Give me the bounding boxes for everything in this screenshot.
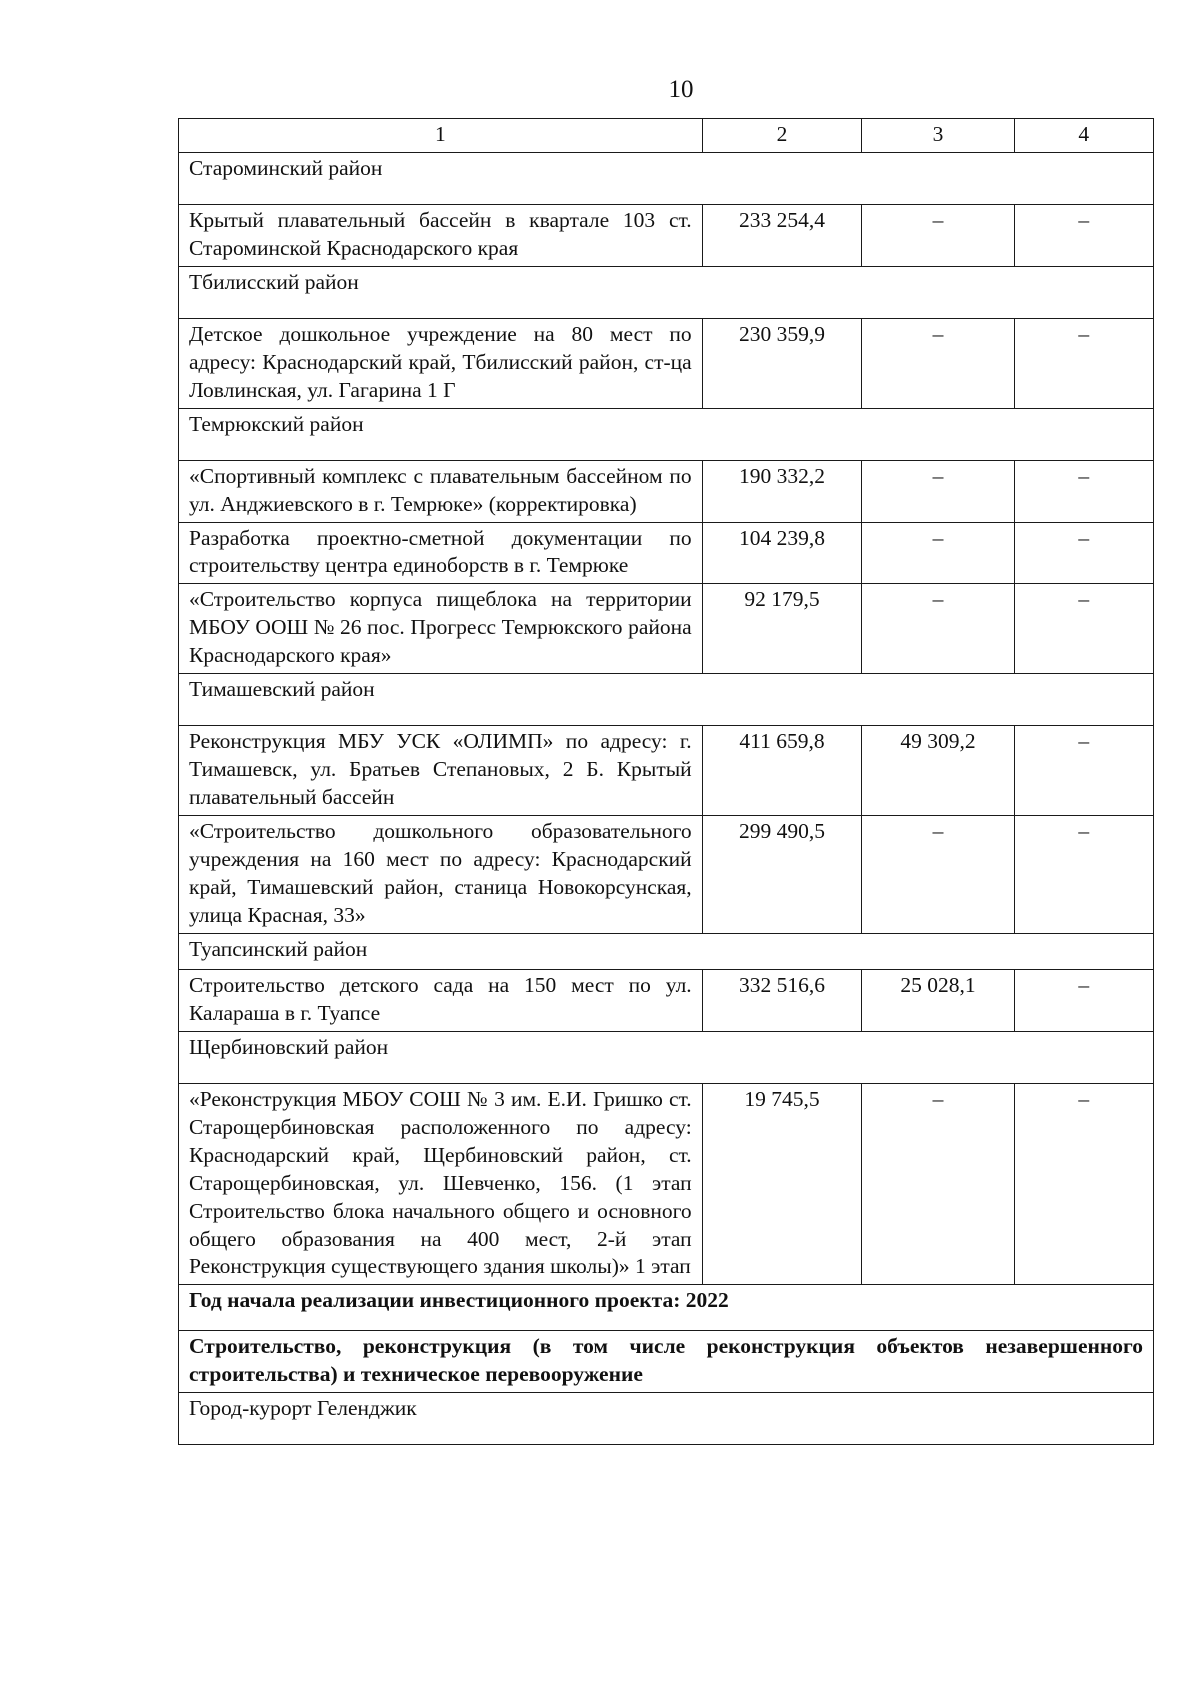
section-row xyxy=(179,266,1154,318)
amount-col2: 332 516,6 xyxy=(702,969,862,1031)
district-heading: Туапсинский район xyxy=(179,933,1154,969)
amount-col4: – xyxy=(1014,969,1153,1031)
table-row xyxy=(179,726,1154,816)
column-header-3: 3 xyxy=(862,119,1014,153)
district-heading: Щербиновский район xyxy=(179,1031,1154,1083)
object-description: Строительство детского сада на 150 мест по ул. Калараша в г. Туапсе xyxy=(179,969,703,1031)
district-heading: Темрюкский район xyxy=(179,408,1154,460)
amount-col4: – xyxy=(1014,726,1153,816)
district-heading: Город-курорт Геленджик xyxy=(179,1393,1154,1445)
object-description: «Реконструкция МБОУ СОШ № 3 им. Е.И. Гришко ст. Старощербиновская расположенного по адресу: Краснодарский край, Щербиновский район, ст. Старощербиновская, ул. Шевченко, 156. (1 этап Строительство блока начального общего и основного общего образования на 400 мест, 2-й этап Реконструкция существующего здания школы)» 1 этап xyxy=(179,1083,703,1285)
table-row xyxy=(179,204,1154,266)
object-description: «Спортивный комплекс с плавательным бассейном по ул. Анджиевского в г. Темрюке» (корректировка) xyxy=(179,460,703,522)
amount-col4: – xyxy=(1014,460,1153,522)
investment-table xyxy=(178,118,1154,1445)
table-row xyxy=(179,1083,1154,1285)
amount-col4: – xyxy=(1014,204,1153,266)
amount-col2: 230 359,9 xyxy=(702,318,862,408)
table-row xyxy=(179,816,1154,934)
project-start-year: Год начала реализации инвестиционного проекта: 2022 xyxy=(179,1285,1154,1331)
amount-col4: – xyxy=(1014,816,1153,934)
amount-col3: – xyxy=(862,318,1014,408)
amount-col2: 299 490,5 xyxy=(702,816,862,934)
column-header-2: 2 xyxy=(702,119,862,153)
district-heading: Тимашевский район xyxy=(179,674,1154,726)
section-row xyxy=(179,408,1154,460)
amount-col2: 19 745,5 xyxy=(702,1083,862,1285)
section-row xyxy=(179,1031,1154,1083)
object-description: Детское дошкольное учреждение на 80 мест по адресу: Краснодарский край, Тбилисский район, ст-ца Ловлинская, ул. Гагарина 1 Г xyxy=(179,318,703,408)
amount-col4: – xyxy=(1014,1083,1153,1285)
table-row xyxy=(179,522,1154,584)
section-row xyxy=(179,152,1154,204)
amount-col2: 411 659,8 xyxy=(702,726,862,816)
amount-col3: – xyxy=(862,460,1014,522)
object-description: «Строительство корпуса пищеблока на территории МБОУ ООШ № 26 пос. Прогресс Темрюкского района Краснодарского края» xyxy=(179,584,703,674)
section-row xyxy=(179,1331,1154,1393)
page-number: 10 xyxy=(668,76,694,103)
amount-col3: – xyxy=(862,1083,1014,1285)
amount-col4: – xyxy=(1014,522,1153,584)
amount-col2: 104 239,8 xyxy=(702,522,862,584)
amount-col4: – xyxy=(1014,318,1153,408)
amount-col3: – xyxy=(862,816,1014,934)
object-description: Разработка проектно-сметной документации по строительству центра единоборств в г. Темрюке xyxy=(179,522,703,584)
amount-col3: – xyxy=(862,584,1014,674)
construction-category: Строительство, реконструкция (в том числе реконструкция объектов незавершенного строительства) и техническое перевооружение xyxy=(179,1331,1154,1393)
header-row xyxy=(179,119,1154,153)
table-row xyxy=(179,318,1154,408)
table-row xyxy=(179,584,1154,674)
table-row xyxy=(179,969,1154,1031)
section-row xyxy=(179,1393,1154,1445)
column-header-4: 4 xyxy=(1014,119,1153,153)
amount-col3: 25 028,1 xyxy=(862,969,1014,1031)
table-row xyxy=(179,460,1154,522)
object-description: «Строительство дошкольного образовательного учреждения на 160 мест по адресу: Краснодарский край, Тимашевский район, станица Новокорсунская, улица Красная, 33» xyxy=(179,816,703,934)
district-heading: Тбилисский район xyxy=(179,266,1154,318)
object-description: Реконструкция МБУ УСК «ОЛИМП» по адресу: г. Тимашевск, ул. Братьев Степановых, 2 Б. Крытый плавательный бассейн xyxy=(179,726,703,816)
amount-col3: – xyxy=(862,204,1014,266)
amount-col2: 190 332,2 xyxy=(702,460,862,522)
column-header-1: 1 xyxy=(179,119,703,153)
amount-col2: 92 179,5 xyxy=(702,584,862,674)
amount-col2: 233 254,4 xyxy=(702,204,862,266)
section-row xyxy=(179,933,1154,969)
amount-col3: 49 309,2 xyxy=(862,726,1014,816)
section-row xyxy=(179,1285,1154,1331)
district-heading: Староминский район xyxy=(179,152,1154,204)
section-row xyxy=(179,674,1154,726)
amount-col4: – xyxy=(1014,584,1153,674)
amount-col3: – xyxy=(862,522,1014,584)
object-description: Крытый плавательный бассейн в квартале 103 ст. Староминской Краснодарского края xyxy=(179,204,703,266)
